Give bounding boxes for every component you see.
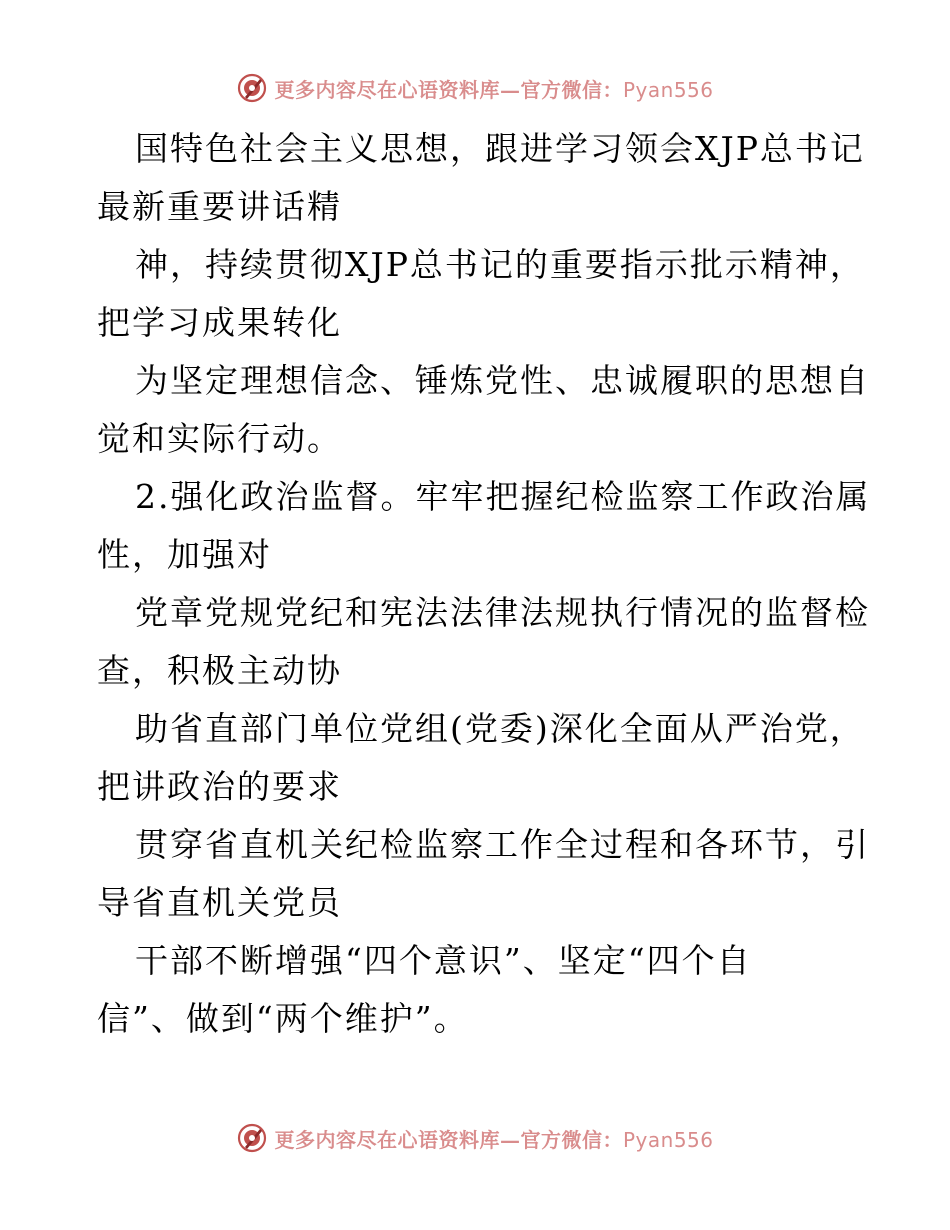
document-body (97, 120, 871, 1048)
text-line: 把学习成果转化 (97, 303, 342, 342)
footer-watermark (0, 1122, 950, 1154)
text-line: 觉和实际行动。 (97, 419, 342, 458)
text-line: 神，持续贯彻XJP总书记的重要指示批示精神， (135, 245, 865, 284)
header-watermark (0, 72, 950, 104)
text-line: 干部不断增强“四个意识”、坚定“四个自 (135, 941, 752, 980)
text-line: 国特色社会主义思想，跟进学习领会XJP总书记 (135, 129, 865, 168)
watermark-text: 更多内容尽在心语资料库—官方微信：Pyan556 (274, 1127, 714, 1152)
text-line: 为坚定理想信念、锤炼党性、忠诚履职的思想自 (135, 361, 870, 400)
text-line: 2.强化政治监督。牢牢把握纪检监察工作政治属 (135, 477, 871, 516)
quill-seal-icon (236, 1122, 268, 1154)
text-line: 助省直部门单位党组(党委)深化全面从严治党， (135, 709, 865, 748)
text-line: 最新重要讲话精 (97, 187, 342, 226)
watermark-wechat-id: Pyan556 (622, 77, 714, 102)
text-line: 党章党规党纪和宪法法律法规执行情况的监督检 (135, 593, 870, 632)
text-line: 贯穿省直机关纪检监察工作全过程和各环节，引 (135, 825, 870, 864)
text-line: 性，加强对 (97, 535, 272, 574)
text-line: 查，积极主动协 (97, 651, 342, 690)
text-line: 导省直机关党员 (97, 883, 342, 922)
watermark-text: 更多内容尽在心语资料库—官方微信：Pyan556 (274, 77, 714, 102)
watermark-wechat-id: Pyan556 (622, 1127, 714, 1152)
quill-seal-icon (236, 72, 268, 104)
text-line: 把讲政治的要求 (97, 767, 342, 806)
text-line: 信”、做到“两个维护”。 (97, 999, 469, 1038)
